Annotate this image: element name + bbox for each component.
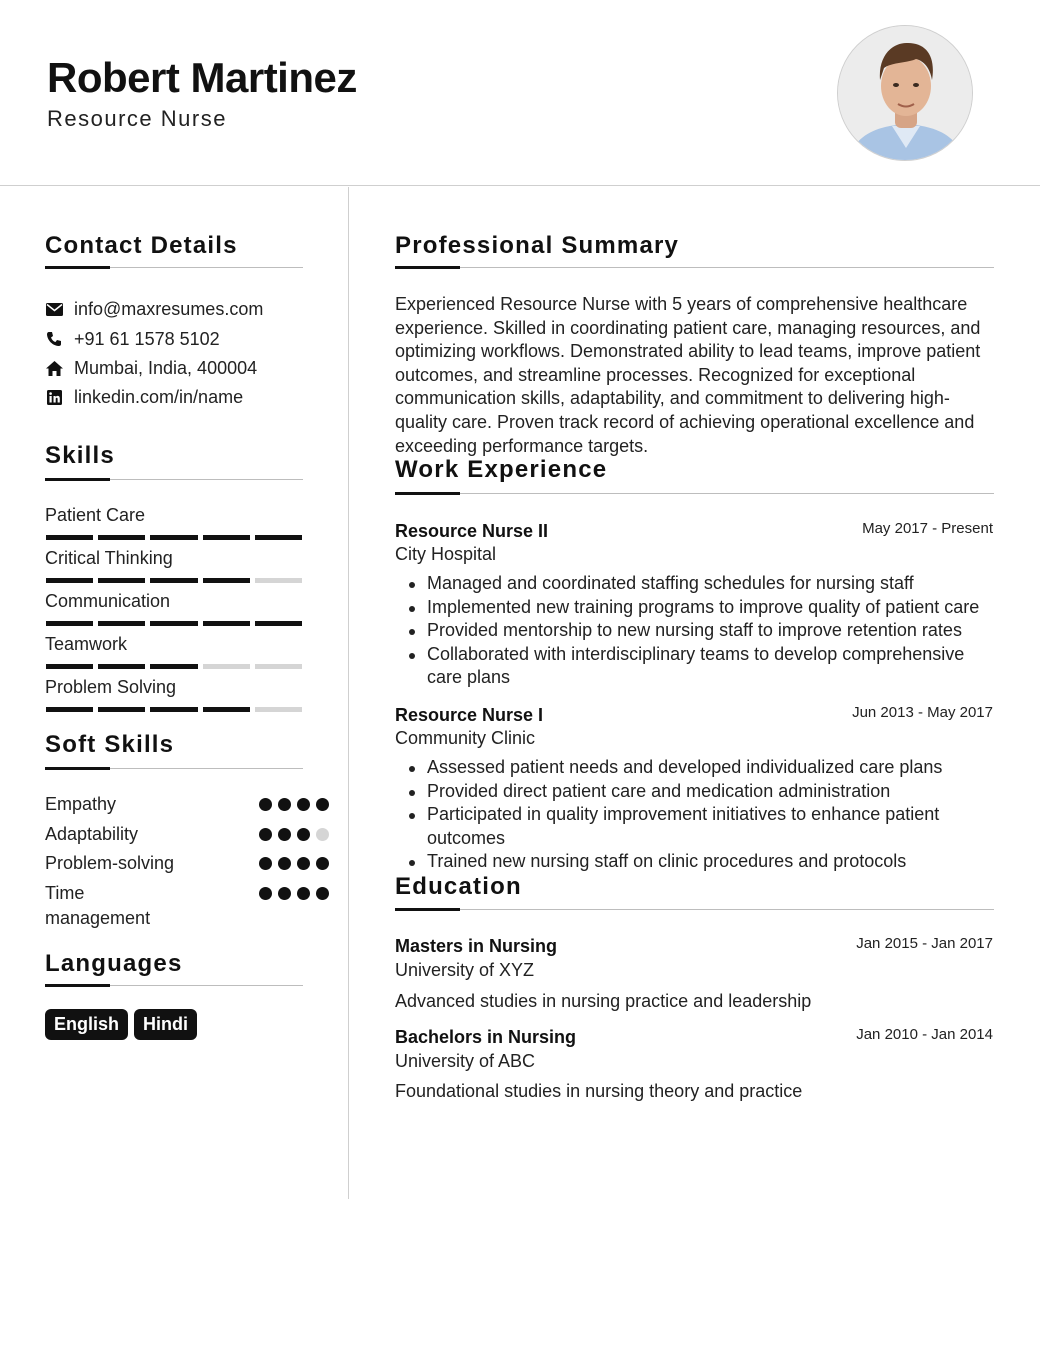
skill-level-segment — [98, 578, 145, 583]
skill-level-segment — [203, 707, 250, 712]
skill-level-segment — [98, 707, 145, 712]
job-date: Jun 2013 - May 2017 — [852, 704, 993, 721]
education-school: University of XYZ — [395, 960, 535, 980]
home-icon — [45, 359, 63, 377]
skill-level-segment — [255, 707, 302, 712]
skill-level-segment — [46, 578, 93, 583]
rating-dot — [297, 857, 310, 870]
skill-level-segment — [203, 621, 250, 626]
skills-section-accent — [45, 478, 110, 481]
rating-dot — [278, 887, 291, 900]
rating-dot — [297, 887, 310, 900]
job-date: May 2017 - Present — [862, 520, 993, 537]
skill-level-segment — [150, 535, 197, 540]
skill-level-segment — [150, 578, 197, 583]
education-section-accent — [395, 908, 460, 911]
rating-dot — [278, 798, 291, 811]
education-date: Jan 2015 - Jan 2017 — [856, 935, 993, 952]
job-title: Resource Nurse I — [395, 705, 544, 725]
job-bullet: Implemented new training programs to improve quality of patient care — [395, 596, 994, 620]
education-degree: Masters in Nursing — [395, 936, 558, 956]
soft-skill-rating — [259, 857, 329, 870]
skill-level-bar — [46, 707, 302, 712]
skill-level-segment — [255, 535, 302, 540]
language-tag: Hindi — [134, 1009, 197, 1040]
rating-dot — [259, 887, 272, 900]
rating-dot — [316, 798, 329, 811]
education-degree: Bachelors in Nursing — [395, 1027, 577, 1047]
skill-level-segment — [46, 664, 93, 669]
education-description: Foundational studies in nursing theory and practice — [395, 1081, 803, 1101]
education-description: Advanced studies in nursing practice and leadership — [395, 991, 812, 1011]
candidate-name: Robert Martinez — [47, 54, 357, 101]
job-title: Resource Nurse II — [395, 521, 549, 541]
rating-dot — [316, 828, 329, 841]
job-bullet: Collaborated with interdisciplinary teams to develop comprehensive care plans — [395, 643, 994, 690]
skill-level-bar — [46, 535, 302, 540]
skill-name: Problem Solving — [45, 677, 177, 697]
skill-level-segment — [46, 535, 93, 540]
skill-level-segment — [150, 707, 197, 712]
summary-section-rule — [395, 267, 994, 268]
skill-level-segment — [98, 664, 145, 669]
contact-phone[interactable] — [45, 328, 220, 350]
skill-name: Communication — [45, 591, 171, 611]
education-school: University of ABC — [395, 1051, 536, 1071]
job-bullets — [395, 572, 994, 690]
language-tag: English — [45, 1009, 128, 1040]
job-bullet: Provided direct patient care and medication administration — [395, 780, 994, 804]
soft-skill-name: Adaptability — [45, 824, 139, 844]
education-section-rule — [395, 909, 994, 910]
skill-level-segment — [255, 664, 302, 669]
summary-text: Experienced Resource Nurse with 5 years of comprehensive healthcare experience. Skilled in coordinating patient care, managing resources, and optimizing workflows. Demonstrated ability to lead teams, improve patient outcomes, and streamline processes. Recognized for exceptional communication skills, adaptability, and commitment to delivering high-quality care. Proven track record of achieving operational excellence and exceeding performance targets. — [395, 294, 981, 456]
soft-skill-rating — [259, 887, 329, 900]
soft-skills-section-accent — [45, 767, 110, 770]
skill-level-segment — [98, 621, 145, 626]
soft-skill-name: Time management — [45, 883, 151, 928]
skill-level-segment — [150, 621, 197, 626]
skill-level-segment — [203, 578, 250, 583]
rating-dot — [316, 857, 329, 870]
rating-dot — [297, 828, 310, 841]
linkedin-icon — [45, 388, 63, 406]
job-bullet: Provided mentorship to new nursing staff to improve retention rates — [395, 619, 994, 643]
skill-level-segment — [150, 664, 197, 669]
contact-linkedin[interactable] — [45, 386, 243, 408]
portrait-illustration — [838, 26, 973, 161]
job-organization: Community Clinic — [395, 728, 536, 748]
languages-section-title: Languages — [45, 950, 183, 977]
soft-skill-rating — [259, 798, 329, 811]
column-divider — [348, 187, 349, 1199]
skill-level-segment — [255, 578, 302, 583]
skill-level-segment — [46, 707, 93, 712]
candidate-role: Resource Nurse — [47, 106, 227, 131]
rating-dot — [259, 857, 272, 870]
contact-email-text: info@maxresumes.com — [74, 298, 264, 319]
contact-address — [45, 357, 257, 379]
phone-icon — [45, 330, 63, 348]
summary-section-title: Professional Summary — [395, 232, 680, 259]
job-organization: City Hospital — [395, 544, 497, 564]
profile-photo — [837, 25, 973, 161]
rating-dot — [297, 798, 310, 811]
contact-section-title: Contact Details — [45, 232, 238, 259]
skill-name: Teamwork — [45, 634, 128, 654]
soft-skill-rating — [259, 828, 329, 841]
soft-skill-name: Problem-solving — [45, 853, 175, 873]
rating-dot — [259, 798, 272, 811]
soft-skill-name: Empathy — [45, 794, 117, 814]
rating-dot — [259, 828, 272, 841]
skill-level-segment — [203, 664, 250, 669]
skill-level-segment — [98, 535, 145, 540]
summary-section-accent — [395, 266, 460, 269]
languages-section-accent — [45, 984, 110, 987]
resume-header — [0, 0, 1040, 186]
experience-section-accent — [395, 492, 460, 495]
skill-level-bar — [46, 621, 302, 626]
rating-dot — [278, 828, 291, 841]
job-bullet: Trained new nursing staff on clinic procedures and protocols — [395, 850, 994, 874]
contact-email[interactable] — [45, 298, 263, 320]
experience-section-title: Work Experience — [395, 456, 608, 483]
skill-name: Patient Care — [45, 505, 146, 525]
education-date: Jan 2010 - Jan 2014 — [856, 1026, 993, 1043]
skill-level-segment — [203, 535, 250, 540]
skill-level-bar — [46, 664, 302, 669]
skills-section-title: Skills — [45, 442, 115, 469]
education-section-title: Education — [395, 873, 522, 900]
job-bullet: Assessed patient needs and developed individualized care plans — [395, 756, 994, 780]
job-bullet: Managed and coordinated staffing schedules for nursing staff — [395, 572, 994, 596]
contact-phone-text: +91 61 1578 5102 — [74, 328, 220, 349]
languages-list — [45, 1009, 197, 1040]
contact-section-accent — [45, 266, 110, 269]
rating-dot — [278, 857, 291, 870]
skill-level-segment — [46, 621, 93, 626]
contact-address-text: Mumbai, India, 400004 — [74, 357, 258, 378]
envelope-icon — [45, 300, 63, 318]
soft-skills-section-title: Soft Skills — [45, 731, 175, 758]
skill-level-segment — [255, 621, 302, 626]
job-bullet: Participated in quality improvement initiatives to enhance patient outcomes — [395, 803, 994, 850]
experience-section-rule — [395, 493, 994, 494]
job-bullets — [395, 756, 994, 874]
rating-dot — [316, 887, 329, 900]
skill-name: Critical Thinking — [45, 548, 173, 568]
skill-level-bar — [46, 578, 302, 583]
contact-linkedin-text: linkedin.com/in/name — [74, 386, 244, 407]
